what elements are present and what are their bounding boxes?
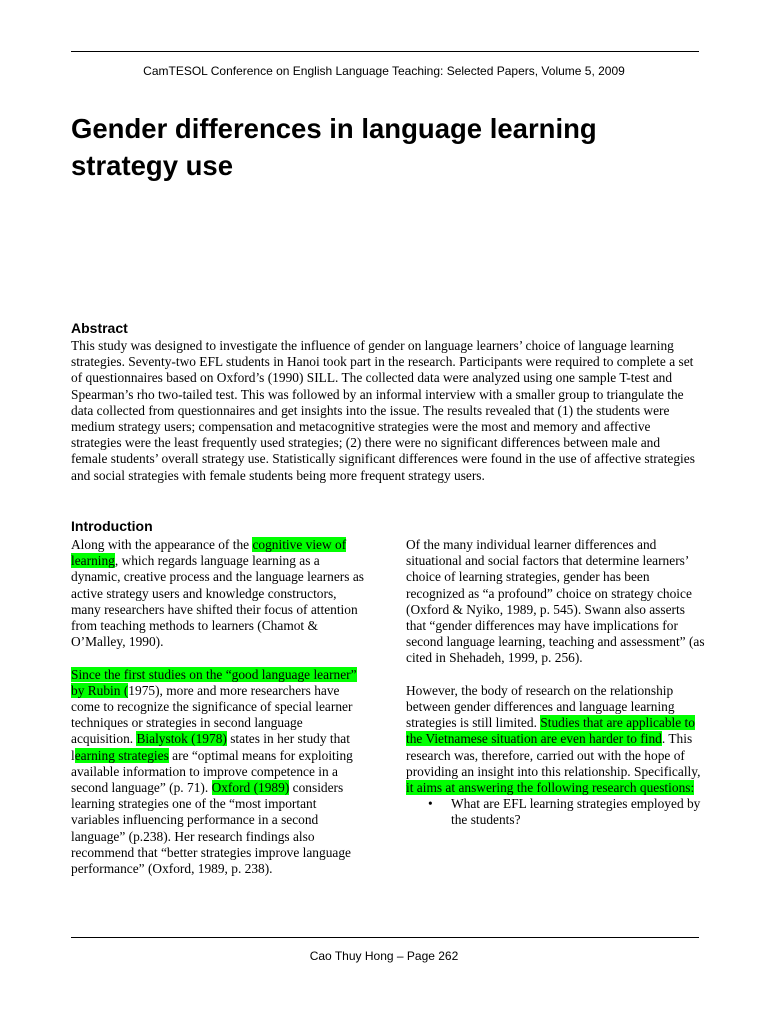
highlighted-text: Bialystok (1978) [136, 731, 227, 747]
research-questions-list [406, 796, 706, 828]
text-run: considers learning strategies one of the “most important variables influencing performance in a second language” (p.238). Her research findings also recommend that “better strategies improve language performance” (Oxford, 1989, p. 238). [71, 780, 351, 877]
right-column [406, 537, 706, 829]
intro-paragraph-2 [71, 667, 366, 878]
running-header: CamTESOL Conference on English Language Teaching: Selected Papers, Volume 5, 2009 [143, 64, 625, 78]
left-column [71, 537, 366, 893]
bullet-icon: • [428, 796, 433, 812]
highlighted-text: Studies that are applicable to the Vietnamese situation are even harder to find [406, 715, 695, 747]
list-item-text: What are EFL learning strategies employed by the students? [451, 796, 701, 828]
text-run: Along with the appearance of the [71, 537, 253, 552]
footer-rule [71, 937, 699, 938]
highlighted-text: Oxford (1989) [211, 780, 290, 796]
highlighted-text: cognitive view of learning [71, 537, 347, 569]
abstract-heading: Abstract [71, 320, 128, 336]
intro-paragraph-4 [406, 683, 706, 796]
abstract-text: This study was designed to investigate the influence of gender on language learners’ choice of language learning strategies. Seventy-two EFL students in Hanoi took part in the research. Participants were required to complete a set of questionnaires based on Oxford’s (1990) SILL. The collected data were analyzed using one sample T-test and Spearman’s rho two-tailed test. This was followed by an informal interview with a smaller group to triangulate the data collected from questionnaires and get insights into the issue. The results revealed that (1) the students were medium strategy users; compensation and metacognitive strategies were the most and memory and affective strategies were the least frequently used strategies; (2) there were no significant differences between male and female students’ overall strategy use. Statistically significant differences were found in the use of affective strategies and social strategies with female students being more frequent strategy users. [71, 338, 695, 483]
page-footer: Cao Thuy Hong – Page 262 [309, 949, 459, 963]
text-run: . This research was, therefore, carried out with the hope of providing an insight into this relationship. Specifically, [406, 731, 701, 779]
list-item [406, 796, 706, 828]
header-rule [71, 51, 699, 52]
text-run: , which regards language learning as a dynamic, creative process and the language learners as active strategy users and knowledge constructors, many researchers have shifted their focus of attention from teaching methods to learners (Chamot & O’Malley, 1990). [71, 553, 364, 650]
highlighted-text: earning strategies [74, 747, 169, 763]
highlighted-text: Since the first studies on the “good language learner” by Rubin ( [71, 666, 357, 698]
text-run: are “optimal means for exploiting available information to improve competence in a second language” (p. 71). [71, 747, 353, 796]
text-run: 1975), more and more researchers have come to recognize the significance of special learner techniques or strategies in second language acquisition. [71, 682, 353, 747]
paper-title: Gender differences in language learning strategy use [71, 113, 597, 181]
intro-paragraph-3: Of the many individual learner differences and situational and social factors that determine learners’ choice of learning strategies, gender has been recognized as “a profound” choice on strategy choice (Oxford & Nyiko, 1989, p. 545). Swann also asserts that “gender differences may have implications for second language learning, teaching and assessment” (as cited in Shehadeh, 1999, p. 256). [406, 537, 705, 666]
text-run: However, the body of research on the relationship between gender differences and language learning strategies is still limited. [406, 682, 675, 731]
text-run: states in her study that l [71, 731, 350, 763]
highlighted-text: it aims at answering the following research questions: [406, 780, 695, 796]
introduction-heading: Introduction [71, 518, 153, 534]
intro-paragraph-1 [71, 537, 366, 650]
